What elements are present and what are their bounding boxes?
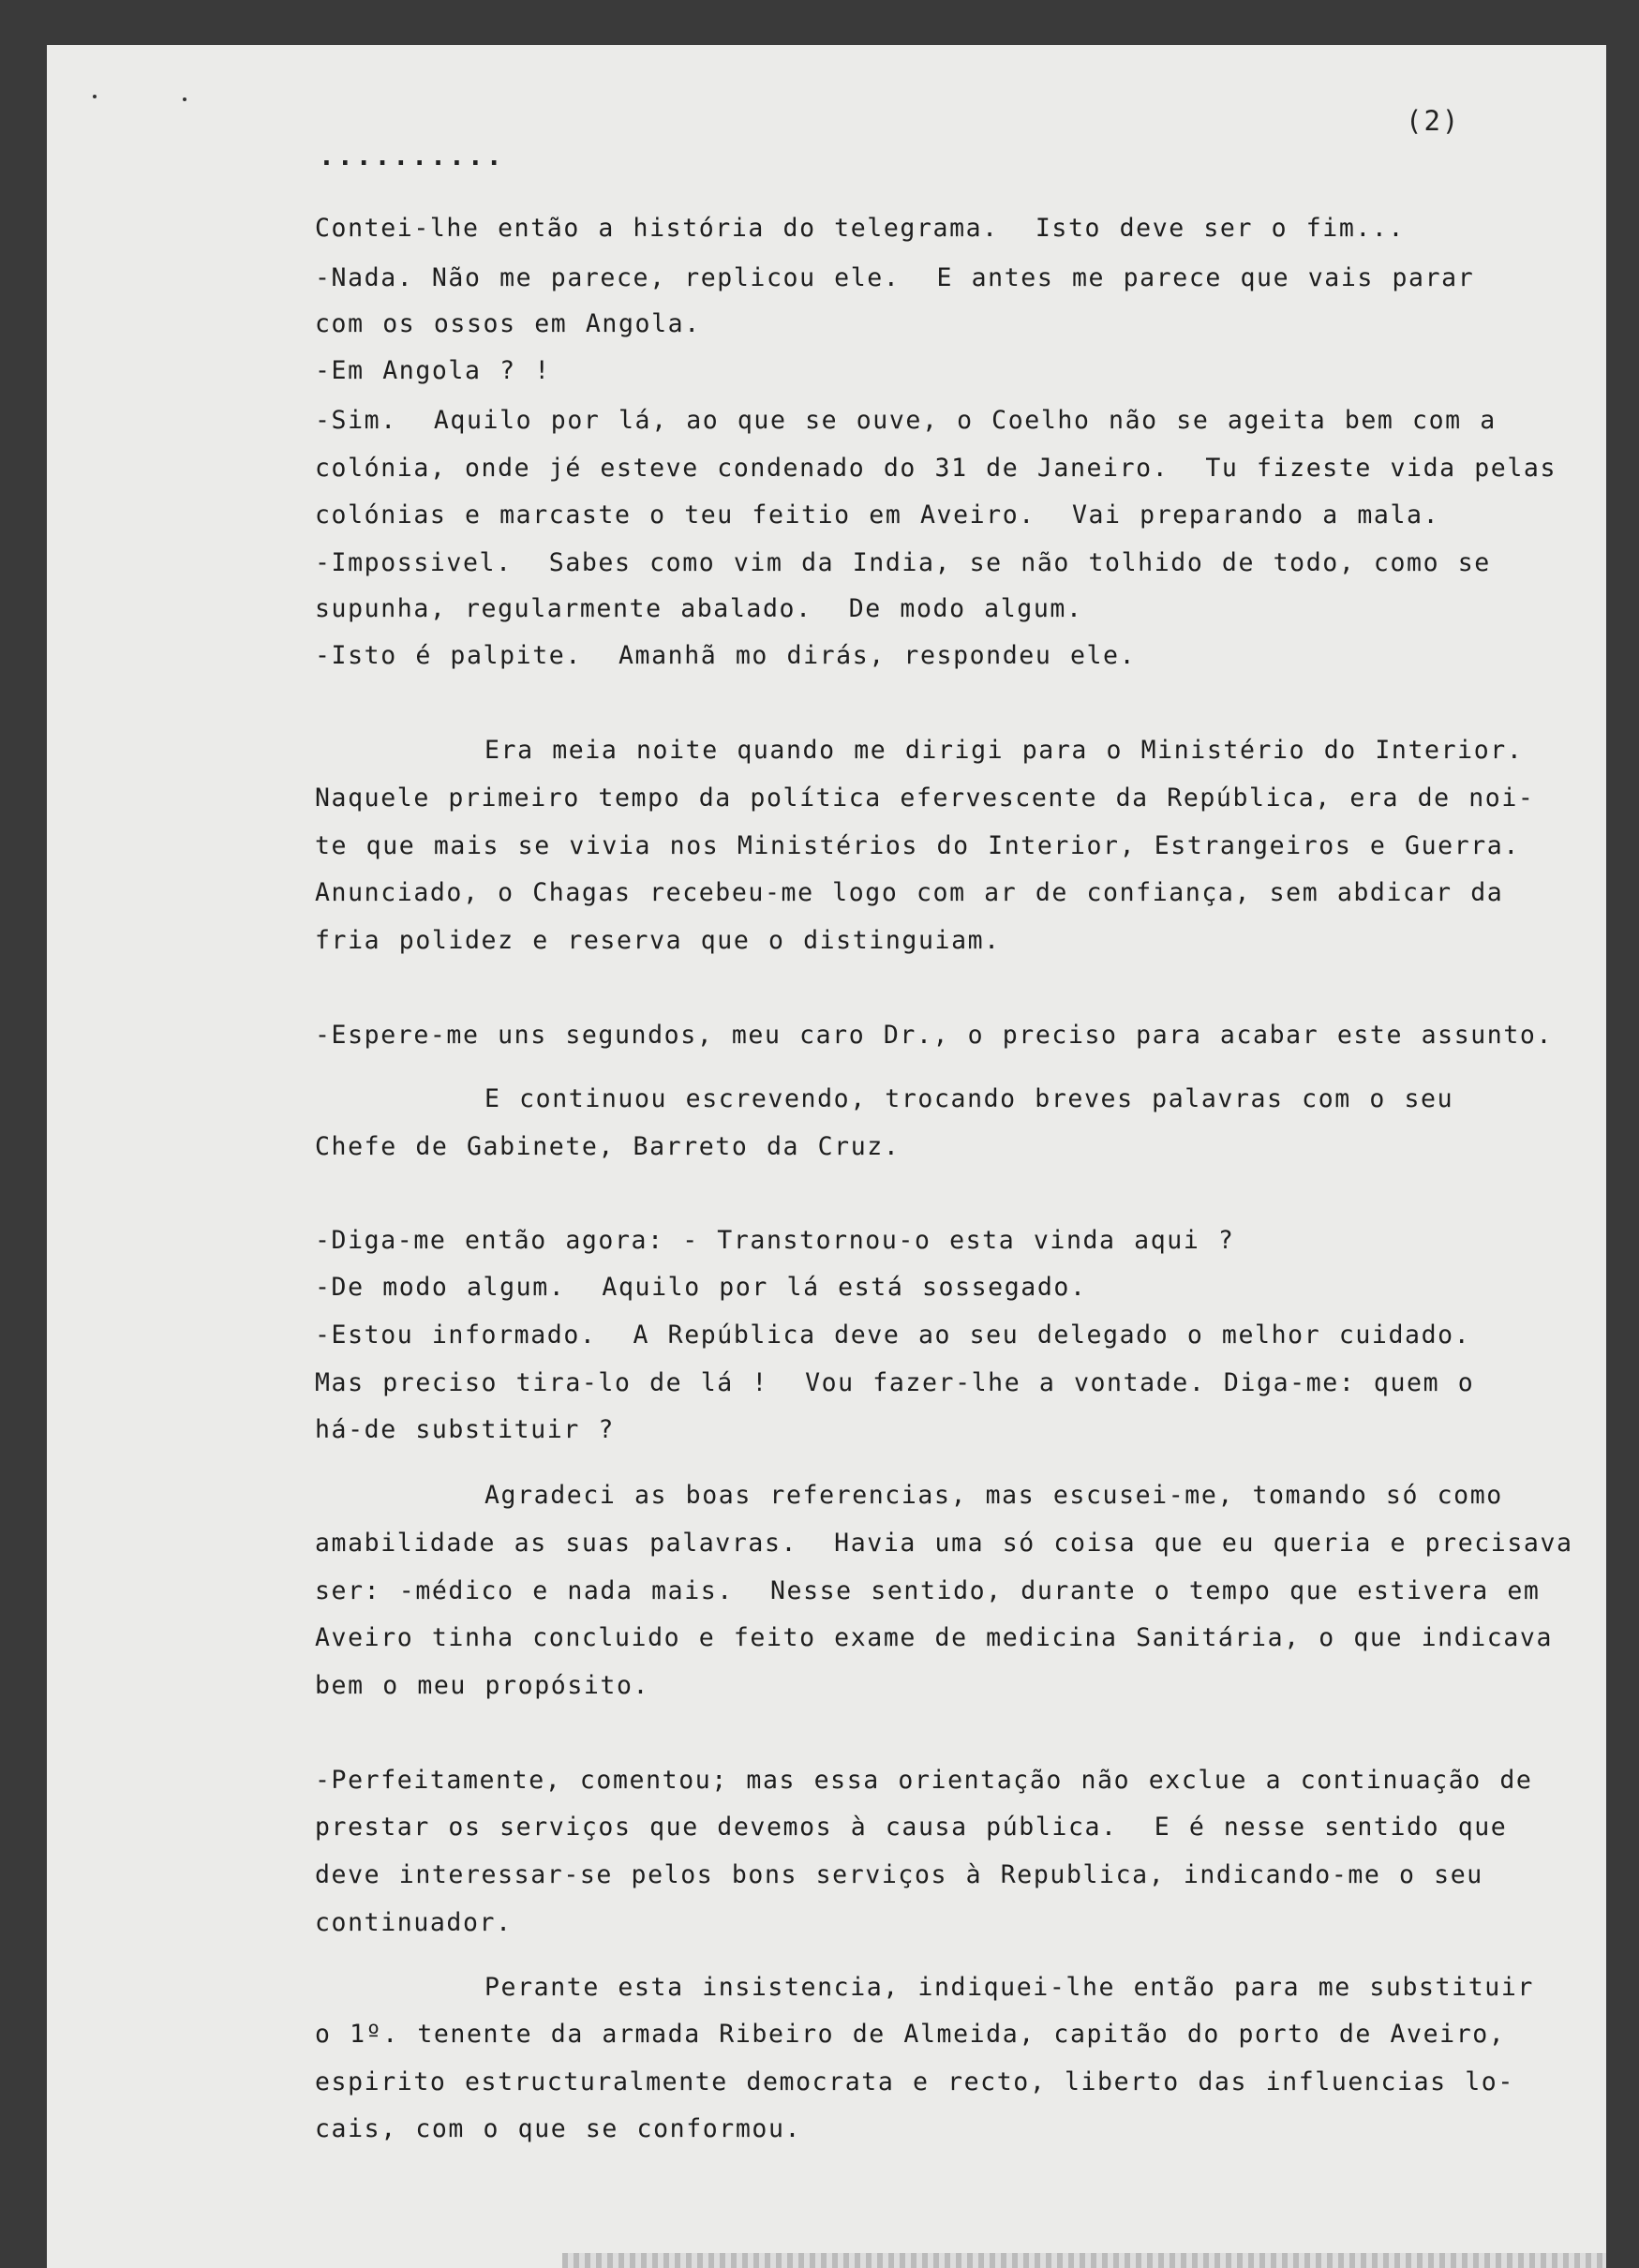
text-line: o 1º. tenente da armada Ribeiro de Almeida, capitão do porto de Aveiro, [315, 2020, 1506, 2049]
text-line: Contei-lhe então a história do telegrama. Isto deve ser o fim... [315, 214, 1406, 243]
text-line: bem o meu propósito. [315, 1671, 650, 1700]
text-line: -Isto é palpite. Amanhã mo dirás, respondeu ele. [315, 641, 1137, 670]
text-line: -Perfeitamente, comentou; mas essa orientação não exclue a continuação de [315, 1766, 1533, 1795]
text-line: cais, com o que se conformou. [315, 2114, 802, 2143]
text-line: fria polidez e reserva que o distinguiam. [315, 926, 1001, 955]
text-line: Perante esta insistencia, indiquei-lhe então para me substituir [484, 1973, 1534, 2002]
text-line: Era meia noite quando me dirigi para o Ministério do Interior. [484, 736, 1524, 765]
speck-mark [183, 97, 186, 101]
text-line: te que mais se vivia nos Ministérios do Interior, Estrangeiros e Guerra. [315, 831, 1520, 860]
text-line: -Em Angola ? ! [315, 356, 551, 385]
text-line: -Espere-me uns segundos, meu caro Dr., o preciso para acabar este assunto. [315, 1021, 1554, 1050]
text-line: -Sim. Aquilo por lá, ao que se ouve, o Coelho não se ageita bem com a [315, 406, 1497, 435]
text-line: Chefe de Gabinete, Barreto da Cruz. [315, 1132, 901, 1161]
text-line: Anunciado, o Chagas recebeu-me logo com ar de confiança, sem abdicar da [315, 878, 1504, 907]
text-line: colónia, onde jé esteve condenado do 31 de Janeiro. Tu fizeste vida pelas [315, 454, 1557, 483]
text-line: deve interessar-se pelos bons serviços à Republica, indicando-me o seu [315, 1860, 1483, 1889]
text-line: continuador. [315, 1908, 513, 1937]
continuation-dots: .......... [319, 141, 505, 172]
text-line: -Impossivel. Sabes como vim da India, se não tolhido de todo, como se [315, 548, 1491, 577]
text-line: ser: -médico e nada mais. Nesse sentido, durante o tempo que estivera em [315, 1576, 1541, 1605]
text-line: colónias e marcaste o teu feitio em Aveiro. Vai preparando a mala. [315, 500, 1440, 530]
text-line: com os ossos em Angola. [315, 309, 701, 338]
text-line: -Estou informado. A República deve ao seu delegado o melhor cuidado. [315, 1321, 1471, 1350]
text-line: E continuou escrevendo, trocando breves palavras com o seu [484, 1084, 1454, 1113]
text-line: prestar os serviços que devemos à causa pública. E é nesse sentido que [315, 1813, 1508, 1842]
text-line: há-de substituir ? [315, 1415, 615, 1444]
scan-ruler-strip [562, 2253, 1606, 2268]
speck-mark [93, 95, 97, 98]
text-line: Agradeci as boas referencias, mas escusei-me, tomando só como [484, 1481, 1503, 1510]
text-line: supunha, regularmente abalado. De modo algum. [315, 594, 1083, 623]
text-line: Aveiro tinha concluido e feito exame de medicina Sanitária, o que indicava [315, 1623, 1554, 1652]
text-line: -De modo algum. Aquilo por lá está sossegado. [315, 1273, 1087, 1302]
text-line: amabilidade as suas palavras. Havia uma só coisa que eu queria e precisava [315, 1529, 1573, 1558]
text-line: -Nada. Não me parece, replicou ele. E antes me parece que vais parar [315, 263, 1475, 292]
text-line: Mas preciso tira-lo de lá ! Vou fazer-lhe a vontade. Diga-me: quem o [315, 1368, 1475, 1397]
text-line: espirito estructuralmente democrata e recto, liberto das influencias lo- [315, 2067, 1514, 2096]
text-line: Naquele primeiro tempo da política efervescente da República, era de noi- [315, 783, 1535, 813]
text-line: -Diga-me então agora: - Transtornou-o esta vinda aqui ? [315, 1226, 1235, 1255]
page-number: (2) [1406, 105, 1461, 137]
